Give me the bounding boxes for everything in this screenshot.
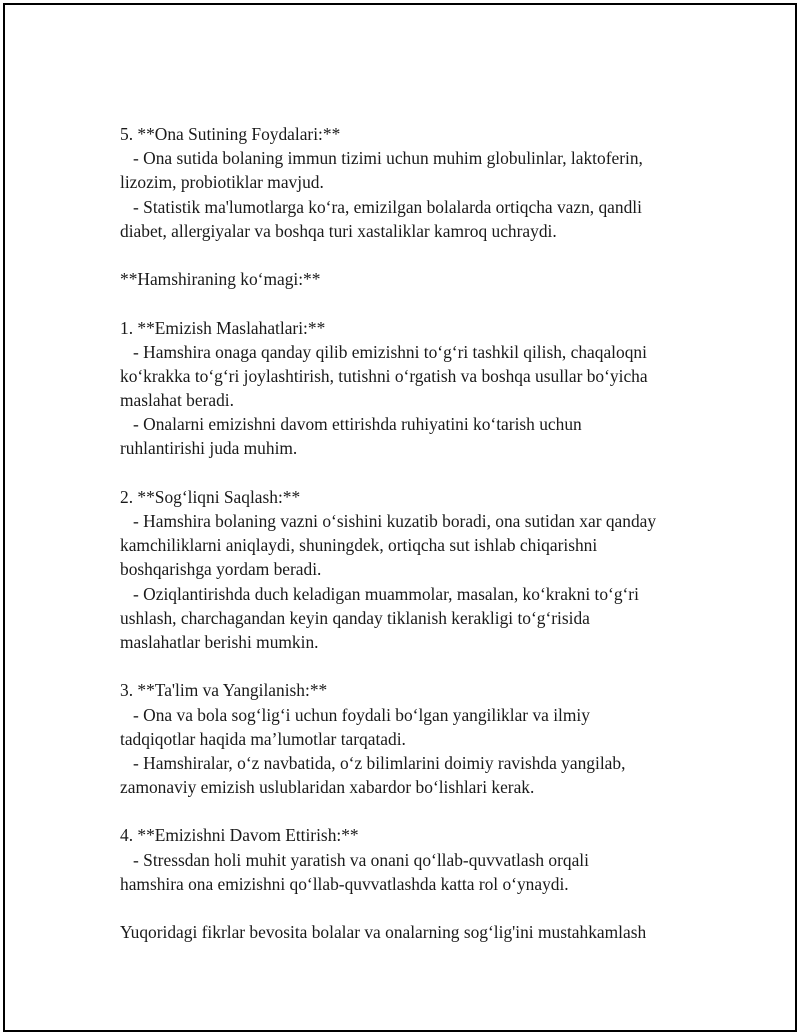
blank-line	[120, 654, 700, 678]
text-line: - Hamshiralar, o‘z navbatida, o‘z bilimlarini doimiy ravishda yangilab,	[120, 752, 626, 773]
text-line: 2. **Sog‘liqni Saqlash:**	[120, 486, 301, 507]
document-page	[3, 3, 797, 1032]
text-line: zamonaviy emizish uslublaridan xabardor bo‘lishlari kerak.	[120, 777, 535, 798]
text-line: - Onalarni emizishni davom ettirishda ruhiyatini ko‘tarish uchun	[120, 414, 582, 435]
text-line: ko‘krakka to‘g‘ri joylashtirish, tutishni o‘rgatish va boshqa usullar bo‘yicha	[120, 365, 648, 386]
text-line: Yuqoridagi fikrlar bevosita bolalar va onalarning sog‘lig'ini mustahkamlash	[120, 922, 647, 943]
text-line: - Hamshira bolaning vazni o‘sishini kuzatib boradi, ona sutidan xar qanday	[120, 511, 657, 531]
text-line: lizozim, probiotiklar mavjud.	[120, 172, 324, 193]
text-line: **Hamshiraning ko‘magi:**	[120, 269, 321, 290]
text-line: - Ona va bola sog‘lig‘i uchun foydali bo‘lgan yangiliklar va ilmiy	[120, 704, 590, 725]
text-line: maslahat beradi.	[120, 390, 234, 411]
text-line: - Stressdan holi muhit yaratish va onani qo‘llab-quvvatlash orqali	[120, 849, 589, 870]
blank-line	[120, 799, 700, 823]
text-line: diabet, allergiyalar va boshqa turi xastaliklar kamroq uchraydi.	[120, 220, 557, 241]
text-line: - Ona sutida bolaning immun tizimi uchun muhim globulinlar, laktoferin,	[120, 148, 643, 169]
document-body	[120, 122, 700, 944]
text-line: ushlash, charchagandan keyin qanday tiklanish kerakligi to‘g‘risida	[120, 607, 590, 628]
blank-line	[120, 896, 700, 920]
text-line: ruhlantirishi juda muhim.	[120, 438, 298, 459]
text-line: hamshira ona emizishni qo‘llab-quvvatlashda katta rol o‘ynaydi.	[120, 873, 569, 894]
text-line: 4. **Emizishni Davom Ettirish:**	[120, 825, 359, 846]
text-line: boshqarishga yordam beradi.	[120, 559, 322, 580]
blank-line	[120, 243, 700, 267]
text-line: - Hamshira onaga qanday qilib emizishni to‘g‘ri tashkil qilish, chaqaloqni	[120, 341, 647, 362]
text-line: 1. **Emizish Maslahatlari:**	[120, 317, 326, 338]
text-line: maslahatlar berishi mumkin.	[120, 631, 319, 652]
text-line: tadqiqotlar haqida ma’lumotlar tarqatadi.	[120, 728, 406, 749]
text-line: - Oziqlantirishda duch keladigan muammolar, masalan, ko‘krakni to‘g‘ri	[120, 583, 639, 604]
text-line: 5. **Ona Sutining Foydalari:**	[120, 124, 341, 144]
text-line: 3. **Ta'lim va Yangilanish:**	[120, 680, 328, 701]
blank-line	[120, 291, 700, 315]
text-line: kamchiliklarni aniqlaydi, shuningdek, ortiqcha sut ishlab chiqarishni	[120, 535, 598, 556]
blank-line	[120, 461, 700, 485]
text-line: - Statistik ma'lumotlarga ko‘ra, emizilgan bolalarda ortiqcha vazn, qandli	[120, 196, 642, 217]
